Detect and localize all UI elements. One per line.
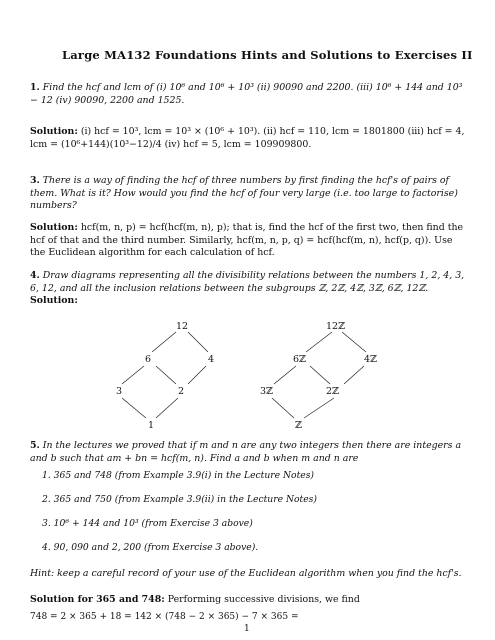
hint-text: Hint: keep a careful record of your use of the Euclidean algorithm when you find the hcf's. — [30, 568, 462, 579]
page-number: 1 — [244, 624, 250, 634]
node-Z: ℤ — [295, 420, 302, 431]
node-6: 6 — [145, 354, 152, 365]
solution-3-text: hcf(m, n, p) = hcf(hcf(m, n), p); that is, find the hcf of the first two, then find the hcf of that and the third number. Similarly, hcf(m, n, p, q) = hcf(hcf(m, n), hcf(p, q)). Use the Euclidean algorithm for each calculation of hcf. — [30, 222, 464, 259]
solution-5-text: Performing successive divisions, we find — [167, 594, 360, 605]
edge-2-1 — [156, 398, 178, 418]
edge-4-2 — [188, 366, 206, 384]
solution-3-label: Solution: — [30, 222, 78, 233]
solution-1-label: Solution: — [30, 126, 78, 137]
node-12: 12 — [176, 321, 189, 332]
list-item: 2. 365 and 750 (from Example 3.9(ii) in the Lecture Notes) — [42, 494, 317, 505]
node-6Z: 6ℤ — [293, 354, 306, 365]
edge-12Z-6Z — [306, 332, 332, 352]
edge-6-2 — [156, 366, 176, 384]
edge-6Z-3Z — [274, 366, 296, 384]
number-lattice — [122, 332, 208, 418]
exercise-4-text: Draw diagrams representing all the divisibility relations between the numbers 1, 2, 4, 3, 6, 12, and all the inclusion relations between the subgroups ℤ, 2ℤ, 4ℤ, 3ℤ, 6ℤ, 12ℤ. — [30, 270, 465, 294]
exercise-5 — [30, 440, 470, 465]
edge-12-6 — [152, 332, 176, 352]
edge-6Z-2Z — [310, 366, 330, 384]
node-1: 1 — [148, 420, 155, 431]
node-12Z: 12ℤ — [326, 321, 346, 332]
edge-3Z-Z — [272, 398, 294, 418]
node-2Z: 2ℤ — [326, 386, 339, 397]
edge-2Z-Z — [304, 398, 334, 418]
edge-4Z-2Z — [344, 366, 364, 384]
node-3Z: 3ℤ — [260, 386, 273, 397]
edge-6-3 — [122, 366, 144, 384]
edge-3-1 — [122, 398, 146, 418]
exercise-4-number: 4. — [30, 270, 40, 281]
list-item: 4. 90, 090 and 2, 200 (from Exercise 3 above). — [42, 542, 259, 553]
exercise-5-text: In the lectures we proved that if m and n are any two integers then there are integers a and b such that am + bn = hcf(m, n). Find a and b when m and n are — [30, 440, 462, 464]
edge-12Z-4Z — [342, 332, 366, 352]
node-4Z: 4ℤ — [364, 354, 377, 365]
edge-12-4 — [188, 332, 208, 352]
exercise-3-number: 3. — [30, 175, 40, 186]
exercise-1-number: 1. — [30, 82, 40, 93]
exercise-5-number: 5. — [30, 440, 40, 451]
subgroup-lattice — [272, 332, 366, 418]
euclid-first-line: 748 = 2 × 365 + 18 = 142 × (748 − 2 × 365) − 7 × 365 = — [30, 612, 299, 622]
solution-5 — [30, 594, 470, 607]
solution-4-label: Solution: — [30, 295, 78, 307]
node-4: 4 — [208, 354, 215, 365]
node-2: 2 — [178, 386, 185, 397]
node-3: 3 — [116, 386, 123, 397]
page-title: Large MA132 Foundations Hints and Solutions to Exercises II — [62, 48, 473, 62]
list-item: 1. 365 and 748 (from Example 3.9(i) in the Lecture Notes) — [42, 470, 315, 481]
solution-5-label: Solution for 365 and 748: — [30, 594, 165, 605]
solution-1-text: (i) hcf = 10³, lcm = 10³ × (10⁶ + 10³). (ii) hcf = 110, lcm = 1801800 (iii) hcf = 4, lcm = (10⁶+144)(10³−12)/4 (iv) hcf = 5, lcm = 109909800. — [30, 126, 465, 150]
exercise-1-text: Find the hcf and lcm of (i) 10⁶ and 10⁶ + 10³ (ii) 90090 and 2200. (iii) 10⁶ + 144 and 10³ − 12 (iv) 90090, 2200 and 1525. — [30, 82, 463, 106]
exercise-3-text: There is a way of finding the hcf of three numbers by first finding the hcf's of pairs of them. What is it? How would you find the hcf of four very large (i.e. too large to factorise) numbers? — [30, 175, 458, 212]
list-item: 3. 10⁶ + 144 and 10³ (from Exercise 3 above) — [42, 518, 253, 529]
